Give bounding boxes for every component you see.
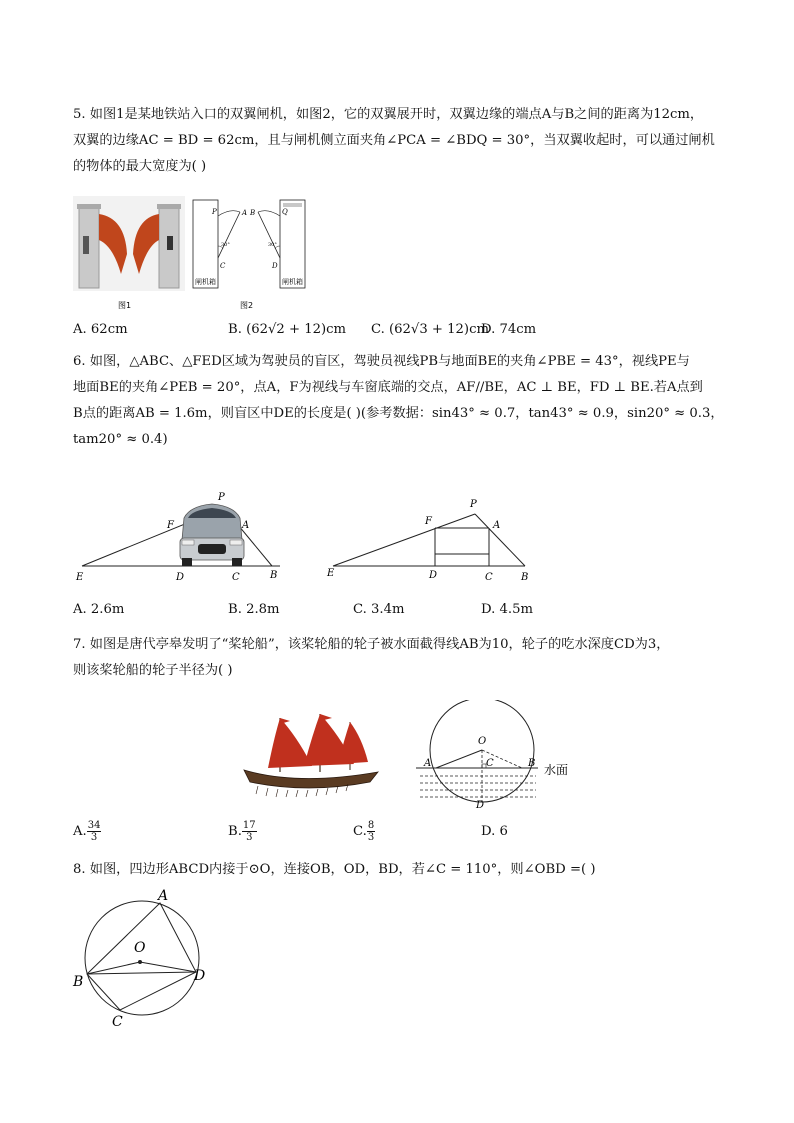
car-label-c: C: [232, 572, 240, 583]
q5-option-a: A. 62cm: [73, 322, 128, 337]
wheel-label-b: B: [528, 758, 536, 769]
car-label-p: P: [218, 492, 225, 503]
fig2-box-label-right: 闸机箱: [282, 278, 303, 286]
paddle-ship-illustration: [238, 708, 388, 798]
geo-label-p: P: [470, 499, 477, 510]
q8-figure: [70, 886, 220, 1028]
q8-label-d: D: [194, 968, 206, 984]
q8-label-b: B: [73, 974, 84, 990]
turnstile-photo: [73, 196, 185, 314]
q5-line-2: 双翼的边缘AC = BD = 62cm，且与闸机侧立面夹角∠PCA = ∠BDQ = 30°，当双翼收起时，可以通过闸机: [73, 133, 715, 148]
q6-option-c: C. 3.4m: [353, 602, 405, 617]
fig2-label-d: D: [272, 262, 278, 270]
q5-option-b: B. (62√2 + 12)cm: [228, 322, 347, 337]
wheel-diagram: [412, 700, 582, 810]
turnstile-diagram: [190, 196, 310, 314]
fig1-caption: 图1: [118, 301, 132, 310]
question-7: [73, 632, 723, 684]
q5-option-c: C. (62√3 + 12)cm: [371, 322, 489, 337]
question-5: [73, 102, 723, 180]
fig2-label-a: A: [242, 209, 248, 217]
q7-figure-ship: [238, 708, 388, 798]
q6-option-b: B. 2.8m: [228, 602, 280, 617]
water-surface-label: 水面: [544, 763, 569, 777]
q7-line-2: 则该桨轮船的轮子半径为( ): [73, 663, 233, 678]
q6-line-3: B点的距离AB = 1.6m，则盲区中DE的长度是( )(参考数据：sin43° ≈ 0.7，tan43° ≈ 0.9，sin20° ≈ 0.3，: [73, 406, 724, 421]
geo-label-b: B: [521, 572, 529, 583]
q5-figure-1: [73, 196, 185, 314]
q7-figure-circle: [412, 700, 582, 810]
q8-label-c: C: [112, 1014, 123, 1028]
q6-figure-geometry: [325, 494, 540, 584]
car-diagram: [72, 488, 292, 584]
fig2-label-c: C: [220, 262, 226, 270]
q7-line-1: 7. 如图是唐代亭皋发明了“桨轮船”，该桨轮船的轮子被水面截得线AB为10，轮子的吃水深度CD为3，: [73, 637, 670, 652]
fig2-label-b: B: [250, 209, 256, 217]
q8-label-a: A: [158, 888, 169, 904]
q6-line-4: tam20° ≈ 0.4): [73, 432, 168, 447]
q6-line-2: 地面BE的夹角∠PEB = 20°，点A，F为视线与车窗底端的交点，AF//BE，AC ⊥ BE，FD ⊥ BE.若A点到: [73, 380, 703, 395]
geo-label-a: A: [493, 520, 501, 531]
q7-option-a: A. $\frac{34}{3}$: [73, 820, 101, 843]
geo-label-d: D: [429, 570, 438, 581]
car-label-a: A: [242, 520, 250, 531]
fig2-label-p: P: [212, 208, 217, 216]
geo-label-e: E: [327, 568, 335, 579]
q6-option-d: D. 4.5m: [481, 602, 533, 617]
car-label-b: B: [270, 570, 278, 581]
wheel-label-o: O: [478, 736, 487, 747]
geo-label-c: C: [485, 572, 493, 583]
question-8: [73, 857, 723, 883]
q8-line-1: 8. 如图，四边形ABCD内接于⊙O，连接OB，OD，BD，若∠C = 110°，则∠OBD =( ): [73, 862, 596, 877]
q7-option-b: B. $\frac{17}{3}$: [228, 820, 256, 843]
fig2-caption: 图2: [240, 301, 254, 310]
fig2-label-q: Q: [282, 208, 288, 216]
fig2-angle-2: 30°: [268, 242, 277, 248]
q5-option-d: D. 74cm: [481, 322, 537, 337]
q6-line-1: 6. 如图，△ABC、△FED区域为驾驶员的盲区，驾驶员视线PB与地面BE的夹角∠PBE = 43°，视线PE与: [73, 354, 690, 369]
q6-figure-car: [72, 488, 292, 584]
fig2-box-label-left: 闸机箱: [195, 278, 216, 286]
q7-option-c: C. $\frac{8}{3}$: [353, 820, 375, 843]
inscribed-quadrilateral-diagram: [70, 886, 220, 1028]
q5-line-3: 的物体的最大宽度为( ): [73, 159, 207, 174]
fig2-angle-1: 30°: [221, 242, 230, 248]
car-label-f: F: [167, 520, 174, 531]
car-label-d: D: [176, 572, 185, 583]
car-label-e: E: [76, 572, 84, 583]
geo-label-f: F: [425, 516, 432, 527]
wheel-label-c: C: [486, 758, 494, 769]
q5-line-1: 5. 如图1是某地铁站入口的双翼闸机，如图2，它的双翼展开时，双翼边缘的端点A与B之间的距离为12cm，: [73, 107, 704, 122]
q7-option-d: D. 6: [481, 824, 508, 839]
q5-figure-2: [190, 196, 310, 314]
wheel-label-a: A: [424, 758, 432, 769]
blind-spot-diagram: [325, 494, 540, 584]
q6-option-a: A. 2.6m: [73, 602, 125, 617]
q8-label-o: O: [134, 940, 146, 956]
wheel-label-d: D: [476, 800, 485, 810]
question-6: [73, 349, 723, 453]
